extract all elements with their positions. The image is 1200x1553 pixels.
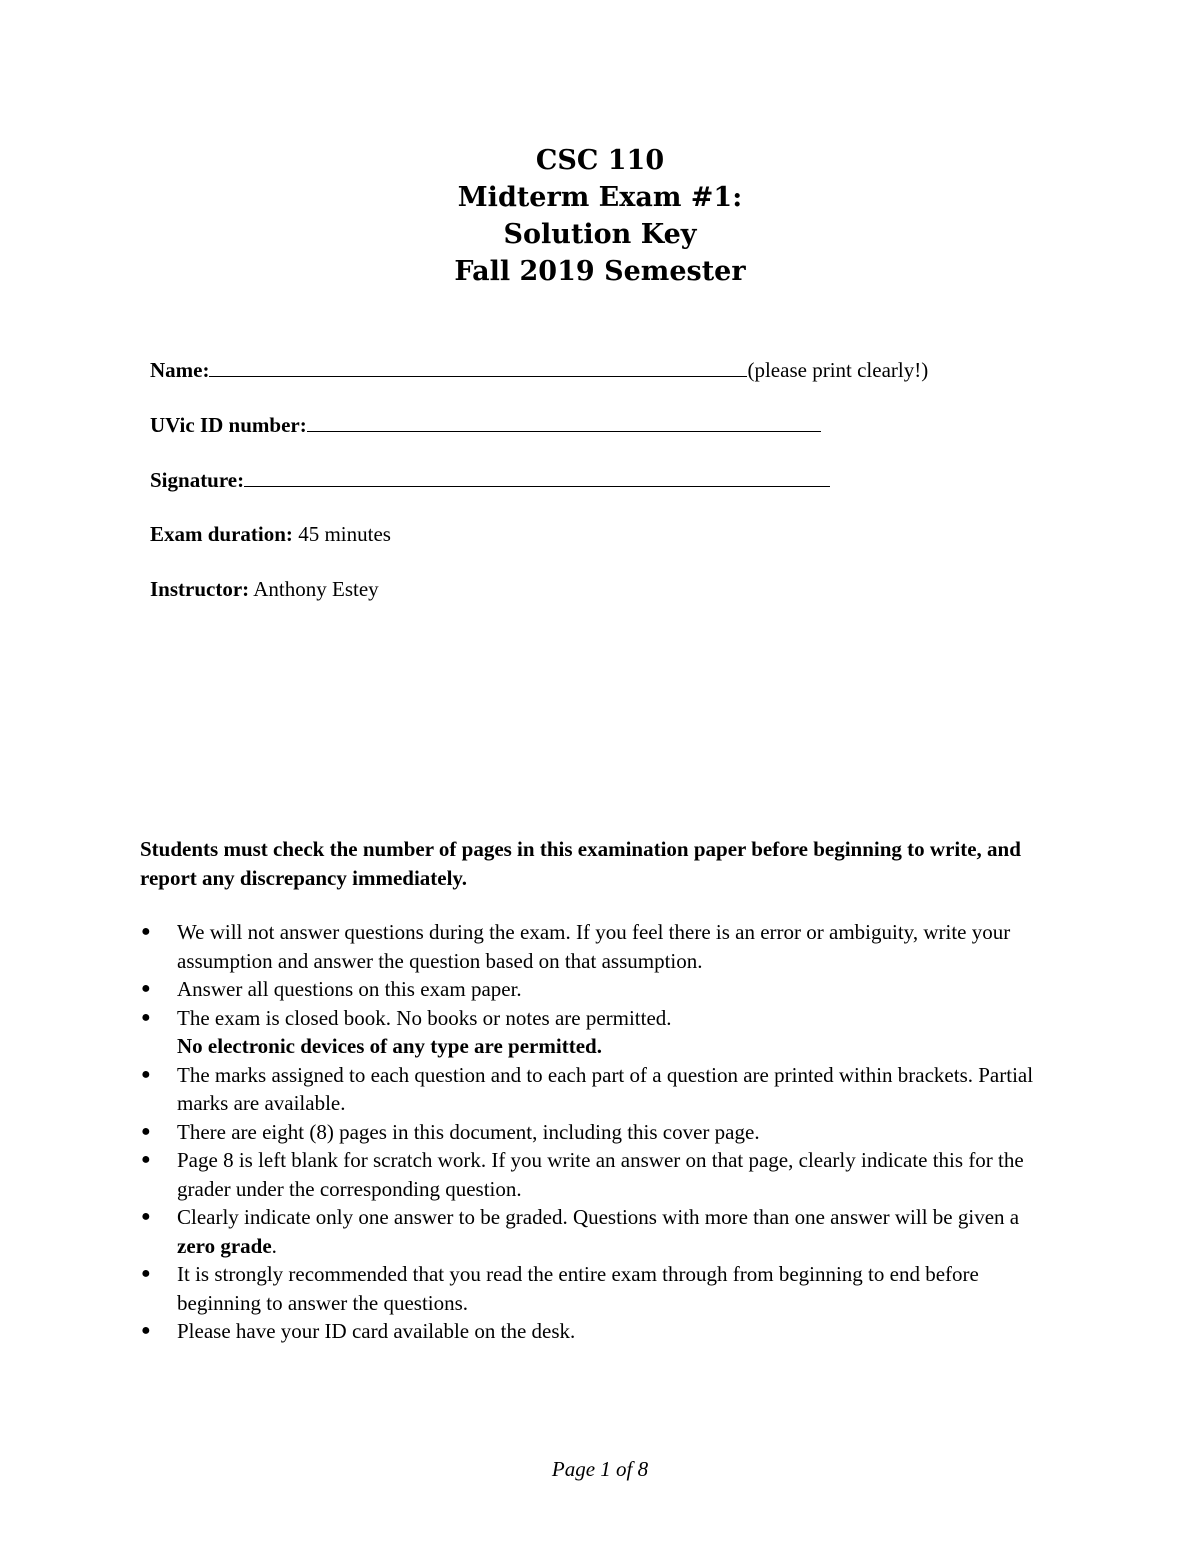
rule-item: ● We will not answer questions during the exam. If you feel there is an error or ambiguity, write your assumption and answer the question based on that assumption. bbox=[141, 920, 1011, 973]
bullet-icon: ● bbox=[141, 1122, 151, 1140]
bullet-icon: ● bbox=[141, 1322, 151, 1339]
instructor-field bbox=[150, 576, 379, 602]
course-code: CSC 110 bbox=[535, 145, 665, 176]
id-blank[interactable] bbox=[307, 411, 821, 432]
page-number: Page 1 of 8 bbox=[551, 1457, 649, 1481]
page-check-notice: Students must check the number of pages in this examination paper before beginning to write, and report any discrepancy immediately. bbox=[140, 837, 1021, 890]
exam-rules-list bbox=[140, 918, 1060, 1346]
exam-name: Midterm Exam #1: bbox=[457, 182, 743, 213]
bullet-icon: ● bbox=[141, 980, 151, 997]
rule-item: ● The marks assigned to each question and to each part of a question are printed within brackets. Partial marks are available. bbox=[141, 1062, 1034, 1115]
exam-semester: Fall 2019 Semester bbox=[454, 256, 746, 287]
id-field bbox=[150, 411, 821, 438]
rule-item: ● Page 8 is left blank for scratch work. If you write an answer on that page, clearly indicate this for the grader under the corresponding question. bbox=[141, 1148, 1024, 1201]
duration-field bbox=[150, 521, 391, 547]
rule-item: ● The exam is closed book. No books or notes are permitted. No electronic devices of any type are permitted. bbox=[141, 1005, 672, 1058]
exam-title bbox=[0, 142, 1200, 290]
exam-subtitle: Solution Key bbox=[503, 219, 697, 250]
signature-label: Signature: bbox=[150, 468, 245, 492]
rule-item: ● Clearly indicate only one answer to be graded. Questions with more than one answer will be given a zero grade. bbox=[141, 1205, 1020, 1258]
signature-field bbox=[150, 466, 830, 493]
id-label: UVic ID number: bbox=[150, 413, 307, 437]
name-field bbox=[150, 356, 928, 383]
zero-grade-text: zero grade bbox=[177, 1233, 272, 1258]
bullet-icon: ● bbox=[141, 1208, 151, 1225]
name-note: (please print clearly!) bbox=[747, 358, 929, 382]
instructor-label: Instructor: bbox=[150, 577, 250, 601]
bullet-icon: ● bbox=[141, 1008, 151, 1026]
rule-item: ● Please have your ID card available on the desk. bbox=[140, 1317, 1060, 1346]
bullet-icon: ● bbox=[141, 1065, 151, 1083]
instructor-value: Anthony Estey bbox=[249, 577, 379, 601]
name-label: Name: bbox=[150, 358, 210, 382]
bullet-icon: ● bbox=[141, 923, 151, 940]
bullet-icon: ● bbox=[141, 1151, 151, 1168]
signature-blank[interactable] bbox=[244, 466, 830, 487]
duration-label: Exam duration: bbox=[150, 522, 293, 546]
rule-item: ● Answer all questions on this exam paper. bbox=[140, 975, 1060, 1004]
rule-item: ● It is strongly recommended that you read the entire exam through from beginning to end before beginning to answer the questions. bbox=[141, 1262, 979, 1315]
no-electronics-rule: No electronic devices of any type are permitted. bbox=[177, 1034, 602, 1058]
rule-item: ● There are eight (8) pages in this document, including this cover page. bbox=[140, 1118, 1060, 1147]
name-blank[interactable] bbox=[209, 356, 747, 377]
bullet-icon: ● bbox=[141, 1265, 151, 1282]
duration-value: 45 minutes bbox=[292, 522, 391, 546]
